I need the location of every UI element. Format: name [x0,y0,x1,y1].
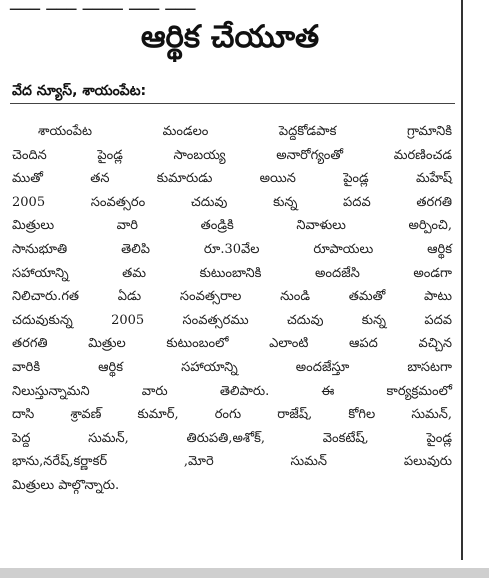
body-line: సహాయాన్ని తమ కుటుంబానికి అందజేసి అండగా [12,265,452,281]
article-body [12,120,452,498]
body-line: చదువుకున్న 2005 సంవత్సరము చదువు కున్న పదవ [12,312,452,328]
body-line: శాయంపేట మండలం పెద్దకోడపాక గ్రామానికి [38,124,452,139]
body-line: నిలిచారు.గత ఏడు సంవత్సరాల నుండి తమతో పాటు [12,289,452,305]
article-headline: ఆర్థిక చేయూత [140,19,320,55]
body-line: వారికి ఆర్థిక సహాయాన్ని అందజేస్తూ బాసటగా [12,359,452,375]
body-line: దాసి శ్రావణ్ కుమార్, రంగు రాజేష్, కోగిల సుమన్, [12,407,452,423]
article-byline: వేద న్యూస్, శాయంపేట: [12,83,147,99]
body-line: పెద్ద సుమన్, తిరుపతి,అశోక్, వెంకటేష్, పైండ్ల [12,430,452,446]
body-line: సానుభూతి తెలిపి రూ.30వేల రూపాయలు ఆర్థిక [12,241,452,257]
body-line: నిలుస్తున్నామని వారు తెలిపారు. ఈ కార్యక్రమంలో [12,383,452,399]
byline-underline [10,103,455,104]
page-bottom-edge [0,568,489,578]
body-line: తరగతి మిత్రుల కుటుంబంలో ఎలాంటి ఆపద వచ్చిన [12,336,452,352]
body-line: మిత్రులు పాల్గొన్నారు. [12,477,120,493]
body-line: భాను,నరేష్,కర్ణాకర్ ,మోరె సుమన్ పలువురు [12,454,452,470]
previous-article-clipped-text [0,0,460,6]
body-line: మిత్రులు వారి తండ్రికి నివాళులు అర్పించి, [12,218,452,234]
body-line: ముతో తన కుమారుడు అయిన పైండ్ల మహేష్ [12,171,452,187]
body-line: చెందిన పైండ్ల సాంబయ్య అనారోగ్యంతో మరణించడ [12,147,452,163]
column-divider [461,0,463,560]
body-line: 2005 సంవత్సరం చదువు కున్న పదవ తరగతి [12,194,452,210]
